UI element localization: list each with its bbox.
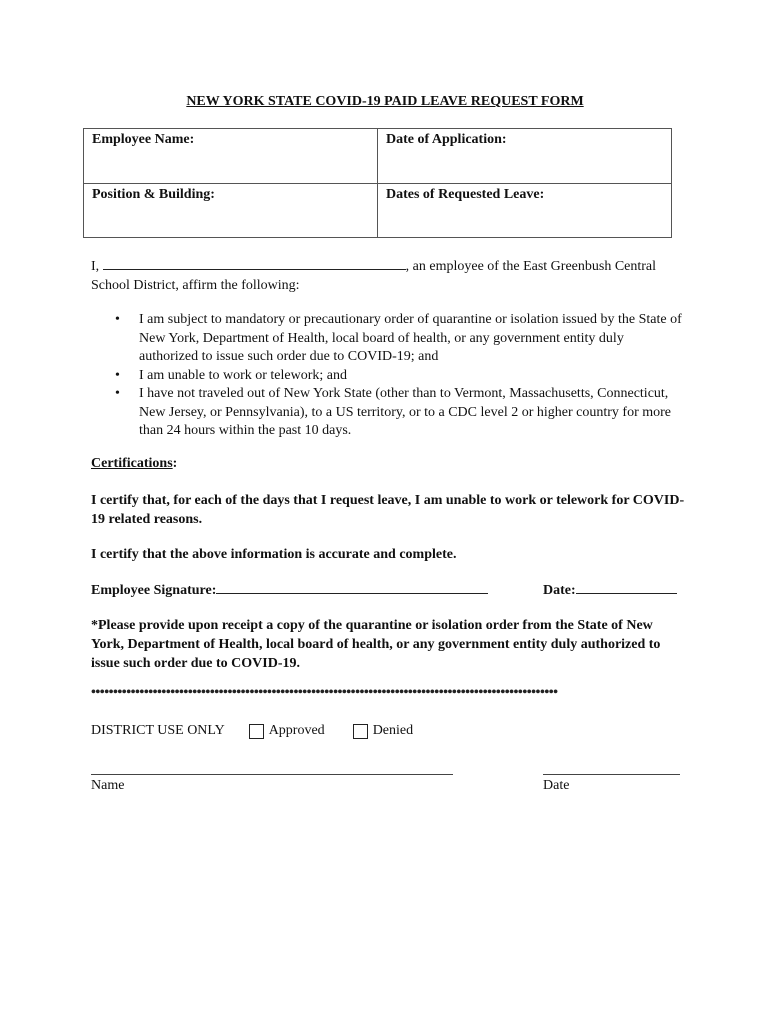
certification-2: I certify that the above information is accurate and complete. — [91, 547, 457, 562]
affirm-prefix: I, — [91, 259, 100, 274]
district-name-label: Name — [91, 778, 125, 793]
affirmation-paragraph — [91, 256, 691, 295]
affirm-name-blank[interactable] — [103, 256, 406, 270]
separator-dots: •••••••••••••••••••••••••••••••••••••••••••••••••••••••••••••••••••••••••••••••••••••••••••••••••••••••••• — [91, 685, 558, 700]
signature-date-label: Date: — [543, 583, 576, 598]
affirm-suffix: , an employee of the East Greenbush Central School District, affirm the following: — [91, 259, 657, 293]
denied-label: Denied — [372, 723, 414, 738]
list-item: • I am subject to mandatory or precautionary order of quarantine or isolation issued by the State of New York, Department of Health, local board of health, or any government entity duly authorized to issue such order due to COVID-19; and — [115, 312, 682, 364]
affirmation-list — [115, 311, 683, 441]
denied-checkbox[interactable] — [353, 724, 368, 739]
district-date-label: Date — [543, 778, 570, 793]
certification-1: I certify that, for each of the days that I request leave, I am unable to work or telework for COVID-19 related reasons. — [91, 493, 685, 527]
form-title: NEW YORK STATE COVID-19 PAID LEAVE REQUEST FORM — [186, 94, 584, 109]
list-item: • I am unable to work or telework; and — [115, 367, 347, 383]
date-of-application-label: Date of Application: — [386, 132, 507, 147]
position-building-field[interactable] — [84, 183, 378, 238]
employee-name-label: Employee Name: — [92, 132, 195, 147]
position-building-label: Position & Building: — [92, 186, 215, 202]
district-date-line[interactable] — [543, 774, 680, 775]
signature-date-line[interactable] — [576, 580, 677, 594]
district-use-row — [91, 723, 413, 739]
list-item: • I have not traveled out of New York State (other than to Vermont, Massachusetts, Connecticut, New Jersey, or Pennsylvania), to a US territory, or to a CDC level 2 or higher country for more than 24 hours within the past 10 days. — [115, 386, 671, 438]
district-name-line[interactable] — [91, 774, 453, 775]
signature-line[interactable] — [216, 580, 488, 594]
approved-label: Approved — [268, 723, 325, 738]
quarantine-note: *Please provide upon receipt a copy of the quarantine or isolation order from the State of New York, Department of Health, local board of health, or any government entity duly authorized to issue such order due to COVID-19. — [91, 618, 661, 671]
approved-checkbox[interactable] — [249, 724, 264, 739]
dates-requested-label: Dates of Requested Leave: — [386, 186, 545, 202]
date-of-application-field[interactable] — [378, 129, 672, 184]
certifications-heading: Certifications: — [91, 456, 178, 471]
employee-info-table — [83, 128, 672, 238]
dates-requested-field[interactable] — [378, 183, 672, 238]
signature-row — [91, 580, 681, 599]
district-use-label: DISTRICT USE ONLY — [91, 723, 225, 738]
employee-name-field[interactable] — [84, 129, 378, 184]
signature-label: Employee Signature: — [91, 583, 217, 598]
